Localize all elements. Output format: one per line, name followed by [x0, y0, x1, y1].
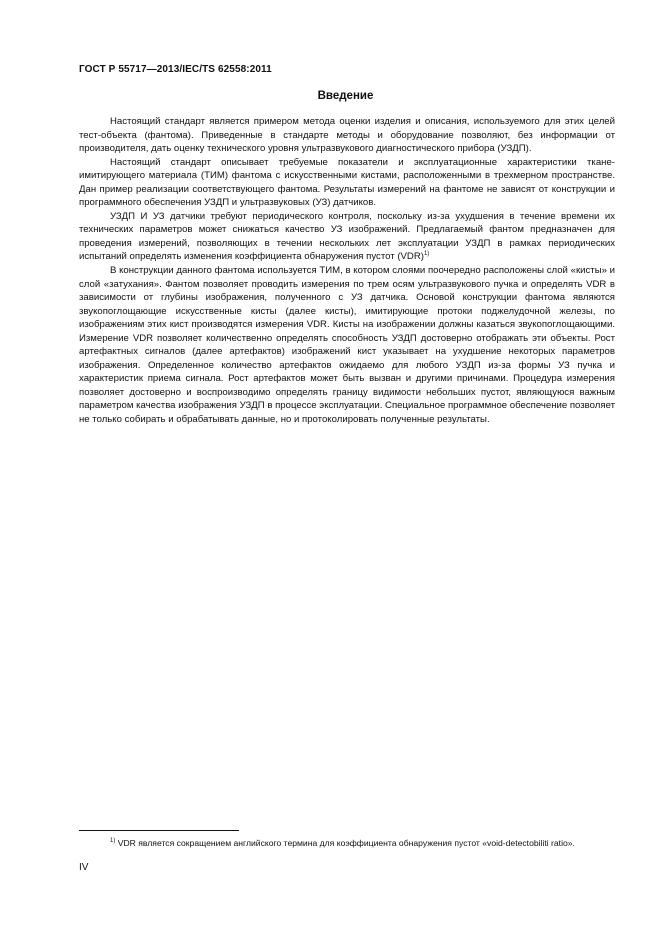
paragraph-3 — [79, 210, 615, 264]
paragraph-1: Настоящий стандарт является примером метода оценки изделия и описания, используемого для этих целей тест-объекта (фантома). Приведенные в стандарте методы и оборудование позволяют, без информации от производителя, дать оценку технического уровня ультразвукового диагностического прибора (УЗДП). — [79, 116, 615, 155]
section-title — [0, 90, 661, 102]
paragraph-4: В конструкции данного фантома используется ТИМ, в котором слоями поочередно расположены слой «кисты» и слой «затухания». Фантом позволяет проводить измерения по трем осям ультразвукового пучка и определять VDR в зависимости от глубины изображения, полученного с УЗ датчика. Основой конструкции фантома являются звукопоглощающие искусственные кисты (далее кисты), имитирующие протоки поджелудочной железы, по изображениям этих кист производятся измерения VDR. Кисты на изображении должны казаться звукопоглощающими. Измерение VDR позволяет количественно определять способность УЗДП достоверно отображать эти объекты. Рост артефактных сигналов (далее артефактов) изображений кист указывает на ухудшение некоторых параметров изображения. Определенное количество артефактов ожидаемо для любого УЗДП из-за формы УЗ пучка и характеристик приема сигнала. Рост артефактов может быть вызван и другими причинами. Процедура измерения позволяет достоверно и воспроизводимо определять границу видимости небольших пустот, являющуюся важным параметром качества изображения УЗДП в процессе эксплуатации. Специальное программное обеспечение позволяет не только собирать и обрабатывать данные, но и протоколировать полученные результаты. — [79, 265, 616, 426]
paragraph-2: Настоящий стандарт описывает требуемые показатели и эксплуатационные характеристики ткане-имитирующего материала (ТИМ) фантома с искусственными кистами, расположенными в трехмерном пространстве. Дан пример реализации соответствующего фантома. Результаты измерений на фантоме не зависят от конструкции и программного обеспечения УЗДП и ультразвуковых (УЗ) датчиков. — [79, 156, 615, 209]
page-number: IV — [79, 862, 89, 873]
body-text — [79, 115, 615, 427]
footnote-reference[interactable]: 1) — [423, 251, 430, 258]
footnote — [79, 837, 615, 850]
footnote-text: VDR является сокращением английского термина для коэффициента обнаружения пустот «void-detectobiliti ratio». — [115, 838, 575, 848]
footnote-divider — [79, 830, 239, 831]
document-header: ГОСТ Р 55717—2013/IEC/TS 62558:2011 — [79, 64, 272, 75]
paragraph-3-text: УЗДП И УЗ датчики требуют периодического контроля, поскольку из-за ухудшения в течение времени их технических параметров может снижаться качество УЗ изображений. Предлагаемый фантом предназначен для проведения измерений, позволяющих в течении нескольких лет эксплуатации УЗДП в рамках периодических испытаний определять изменения коэффициента обнаружения пустот (VDR) — [79, 210, 615, 263]
section-title-text: Введение — [317, 90, 374, 102]
footnote-marker: 1) — [110, 838, 116, 844]
